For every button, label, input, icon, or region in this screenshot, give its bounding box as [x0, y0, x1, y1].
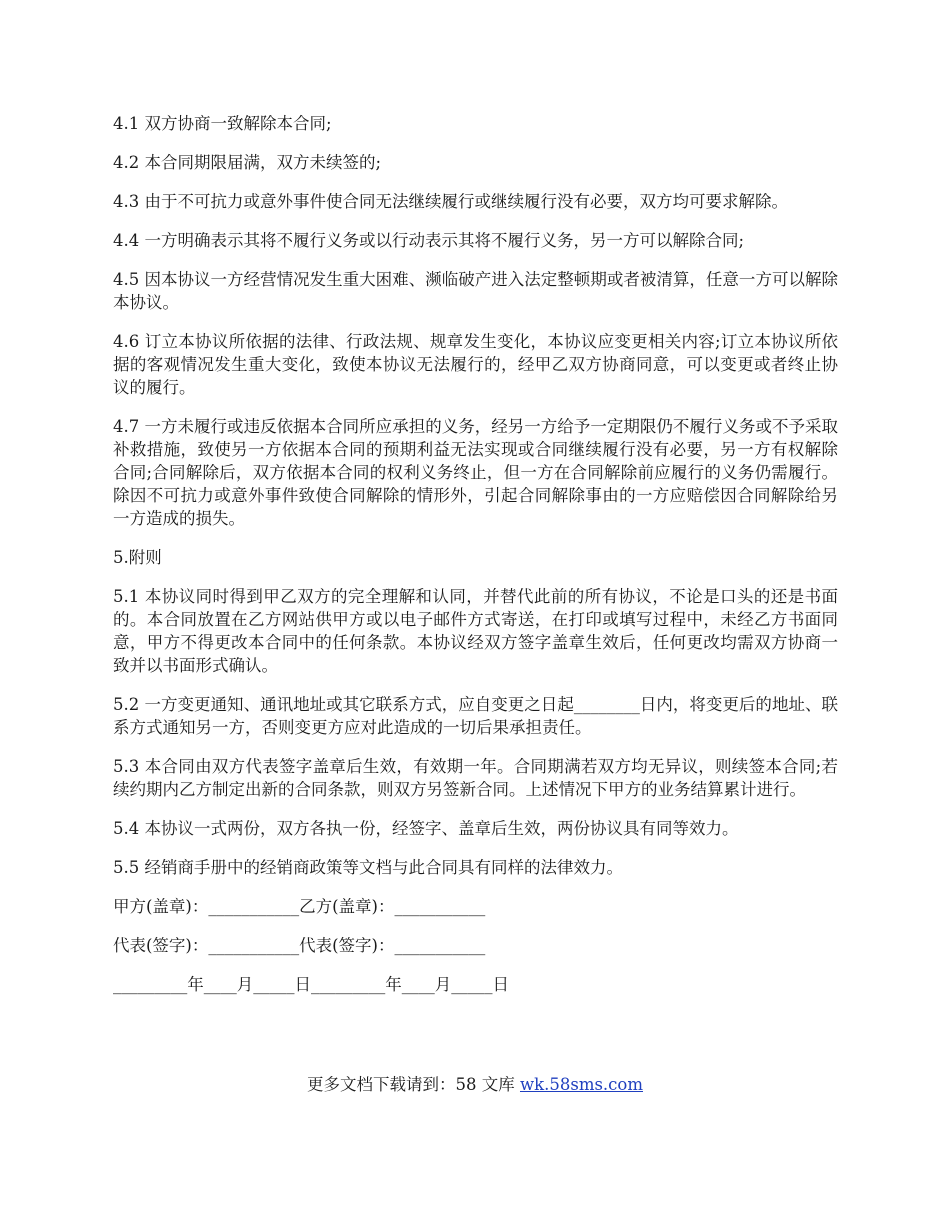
clause-4-6: 4.6 订立本协议所依据的法律、行政法规、规章发生变化，本协议应变更相关内容;订立本协议所依据的客观情况发生重大变化，致使本协议无法履行的，经甲乙双方协商同意，可以变更或者终止协议的履行。: [113, 332, 838, 397]
footer-text: 更多文档下载请到：58 文库: [306, 1075, 520, 1094]
clause-4-2: 4.2 本合同期限届满，双方未续签的;: [113, 153, 382, 172]
seal-line: 甲方(盖章)：___________乙方(盖章)：___________: [113, 897, 486, 916]
clause-4-3: 4.3 由于不可抗力或意外事件使合同无法继续履行或继续履行没有必要，双方均可要求解除。: [113, 192, 788, 211]
clause-4-7: 4.7 一方未履行或违反依据本合同所应承担的义务，经另一方给予一定期限仍不履行义务或不予采取补救措施，致使另一方依据本合同的预期利益无法实现或合同继续履行没有必要，另一方有权解除合同;合同解除后，双方依据本合同的权利义务终止，但一方在合同解除前应履行的义务仍需履行。除因不可抗力或意外事件致使合同解除的情形外，引起合同解除事由的一方应赔偿因合同解除给另一方造成的损失。: [113, 417, 838, 528]
footer-link[interactable]: wk.58sms.com: [519, 1075, 643, 1094]
clause-4-1: 4.1 双方协商一致解除本合同;: [113, 114, 332, 133]
signature-line: 代表(签字)：___________代表(签字)：___________: [113, 936, 486, 955]
clause-5-3: 5.3 本合同由双方代表签字盖章后生效，有效期一年。合同期满若双方均无异议，则续签本合同;若续约期内乙方制定出新的合同条款，则双方另签新合同。上述情况下甲方的业务结算累计进行。: [113, 757, 838, 799]
section-5-heading: 5.附则: [113, 548, 162, 567]
clause-5-2: 5.2 一方变更通知、通讯地址或其它联系方式，应自变更之日起________日内，将变更后的地址、联系方式通知另一方，否则变更方应对此造成的一切后果承担责任。: [113, 695, 838, 737]
date-line: _________年____月_____日_________年____月_____日: [113, 975, 509, 994]
clause-4-5: 4.5 因本协议一方经营情况发生重大困难、濒临破产进入法定整顿期或者被清算，任意一方可以解除本协议。: [113, 270, 838, 312]
clause-5-1: 5.1 本协议同时得到甲乙双方的完全理解和认同，并替代此前的所有协议，不论是口头的还是书面的。本合同放置在乙方网站供甲方或以电子邮件方式寄送，在打印或填写过程中，未经乙方书面同意，甲方不得更改本合同中的任何条款。本协议经双方签字盖章生效后，任何更改均需双方协商一致并以书面形式确认。: [113, 587, 838, 675]
document-body: [113, 112, 838, 1012]
clause-5-4: 5.4 本协议一式两份，双方各执一份，经签字、盖章后生效，两份协议具有同等效力。: [113, 819, 739, 838]
footer: [0, 1073, 950, 1097]
clause-5-5: 5.5 经销商手册中的经销商政策等文档与此合同具有同样的法律效力。: [113, 858, 623, 877]
clause-4-4: 4.4 一方明确表示其将不履行义务或以行动表示其将不履行义务，另一方可以解除合同;: [113, 231, 745, 250]
